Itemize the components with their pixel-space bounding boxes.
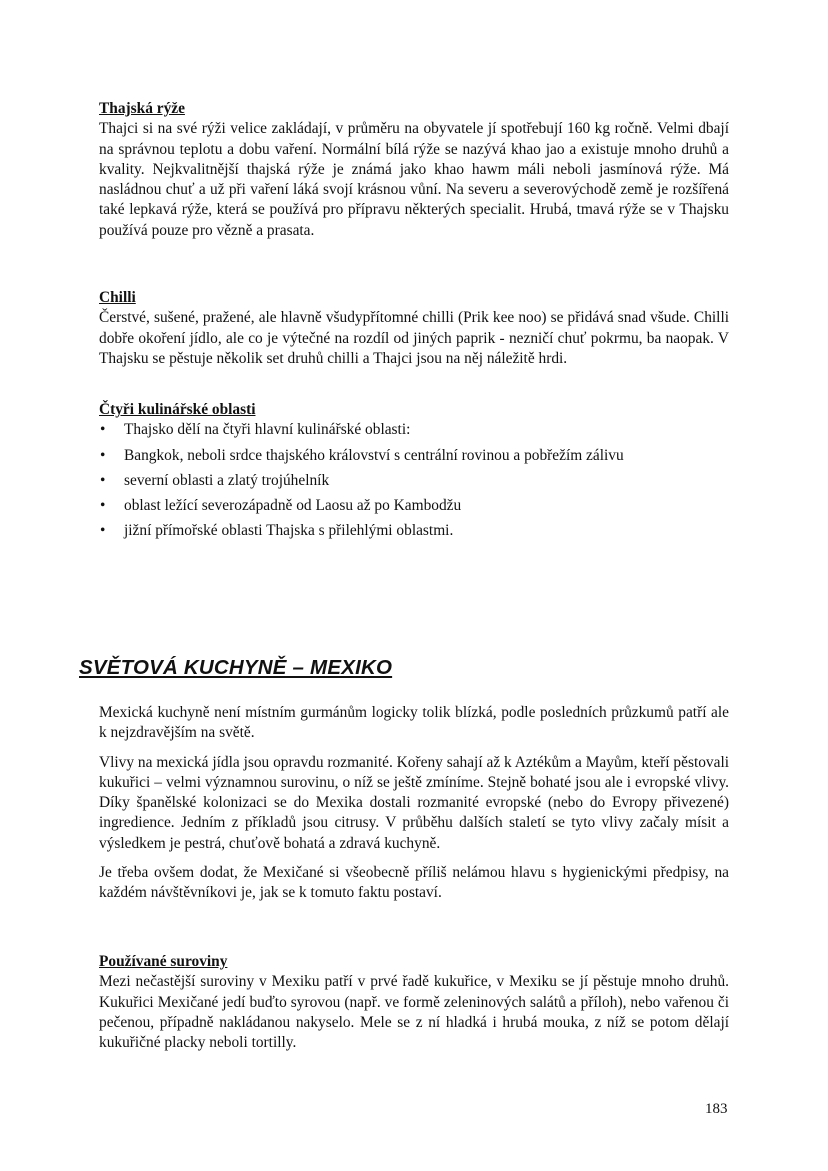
bullet-icon: • [100, 421, 106, 439]
section-ingredients [99, 952, 729, 1053]
list-item: • jižní přímořské oblasti Thajska s přilehlými oblastmi. [99, 521, 729, 541]
bullet-icon: • [100, 522, 106, 540]
section-chilli [99, 288, 729, 369]
paragraph-mexico-2: Vlivy na mexická jídla jsou opravdu rozmanité. Kořeny sahají až k Aztékům a Mayům, kteří pěstovali kukuřici – velmi významnou surovinu, o níž se ještě zmíníme. Stejně bohaté jsou ale i evropské vlivy. Díky španělské kolonizaci se do Mexika dostali rozmanité evropské (nebo do Evropy přivezené) ingredience. Jedním z příkladů jsou citrusy. V průběhu dalších staletí se tyto vlivy začaly mísit a výsledkem je pestrá, chuťově bohatá a zdravá kuchyně. [99, 753, 729, 852]
section-heading-chilli: Chilli [99, 289, 136, 306]
section-culinary-regions [99, 400, 729, 547]
list-item: • oblast ležící severozápadně od Laosu až po Kambodžu [99, 496, 729, 516]
list-item: • Bangkok, neboli srdce thajského království s centrální rovinou a pobřežím zálivu [99, 446, 729, 466]
paragraph-thai-rice: Thajci si na své rýži velice zakládají, v průměru na obyvatele jí spotřebují 160 kg ročně. Velmi dbají na správnou teplotu a dobu vaření. Normální bílá rýže se nazývá khao jao a existuje mnoho druhů a kvality. Nejkvalitnější thajská rýže je známá jako khao hawm máli neboli jasmínová rýže. Má nasládnou chuť a už při vaření láká svojí krásnou vůní. Na severu a severovýchodě země je rozšířená také lepkavá rýže, která se používá pro přípravu některých specialit. Hrubá, tmavá rýže se v Thajsku používá pouze pro vězně a prasata. [99, 120, 729, 239]
section-heading-thai-rice: Thajská rýže [99, 100, 185, 117]
section-mexico-intro [99, 703, 729, 904]
regions-list [99, 420, 729, 541]
section-heading-regions: Čtyři kulinářské oblasti [99, 401, 256, 418]
paragraph-mexico-3: Je třeba ovšem dodat, že Mexičané si všeobecně příliš nelámou hlavu s hygienickými předpisy, na každém návštěvníkovi je, jak se k tomuto faktu postaví. [99, 864, 729, 902]
bullet-icon: • [100, 471, 106, 489]
chapter-title: SVĚTOVÁ KUCHYNĚ – MEXIKO [79, 656, 393, 679]
section-heading-ingredients: Používané suroviny [99, 953, 228, 970]
list-item: • Thajsko dělí na čtyři hlavní kulinářské oblasti: [99, 420, 729, 440]
list-item: • severní oblasti a zlatý trojúhelník [99, 471, 729, 491]
paragraph-ingredients: Mezi nečastější suroviny v Mexiku patří v prvé řadě kukuřice, v Mexiku se jí pěstuje mnoho druhů. Kukuřici Mexičané jedí buďto syrovou (např. ve formě zeleninových salátů a příloh), nebo vařenou či pečenou, případně nakládanou nakyselo. Mele se z ní hladká i hrubá mouka, z níž se potom dělají kukuřičné placky neboli tortilly. [99, 973, 729, 1052]
paragraph-chilli: Čerstvé, sušené, pražené, ale hlavně všudypřítomné chilli (Prik kee noo) se přidává snad všude. Chilli dobře okoření jídlo, ale co je výtečné na rozdíl od jiných paprik - nezničí chuť pokrmu, ba naopak. V Thajsku se pěstuje několik set druhů chilli a Thajci jsou na něj náležitě hrdi. [99, 309, 729, 367]
bullet-icon: • [100, 446, 106, 464]
page-number: 183 [705, 1101, 728, 1117]
bullet-icon: • [100, 497, 106, 515]
paragraph-mexico-1: Mexická kuchyně není místním gurmánům logicky tolik blízká, podle posledních průzkumů patří ale k nejzdravějším na světě. [99, 704, 729, 742]
section-thai-rice [99, 99, 729, 241]
